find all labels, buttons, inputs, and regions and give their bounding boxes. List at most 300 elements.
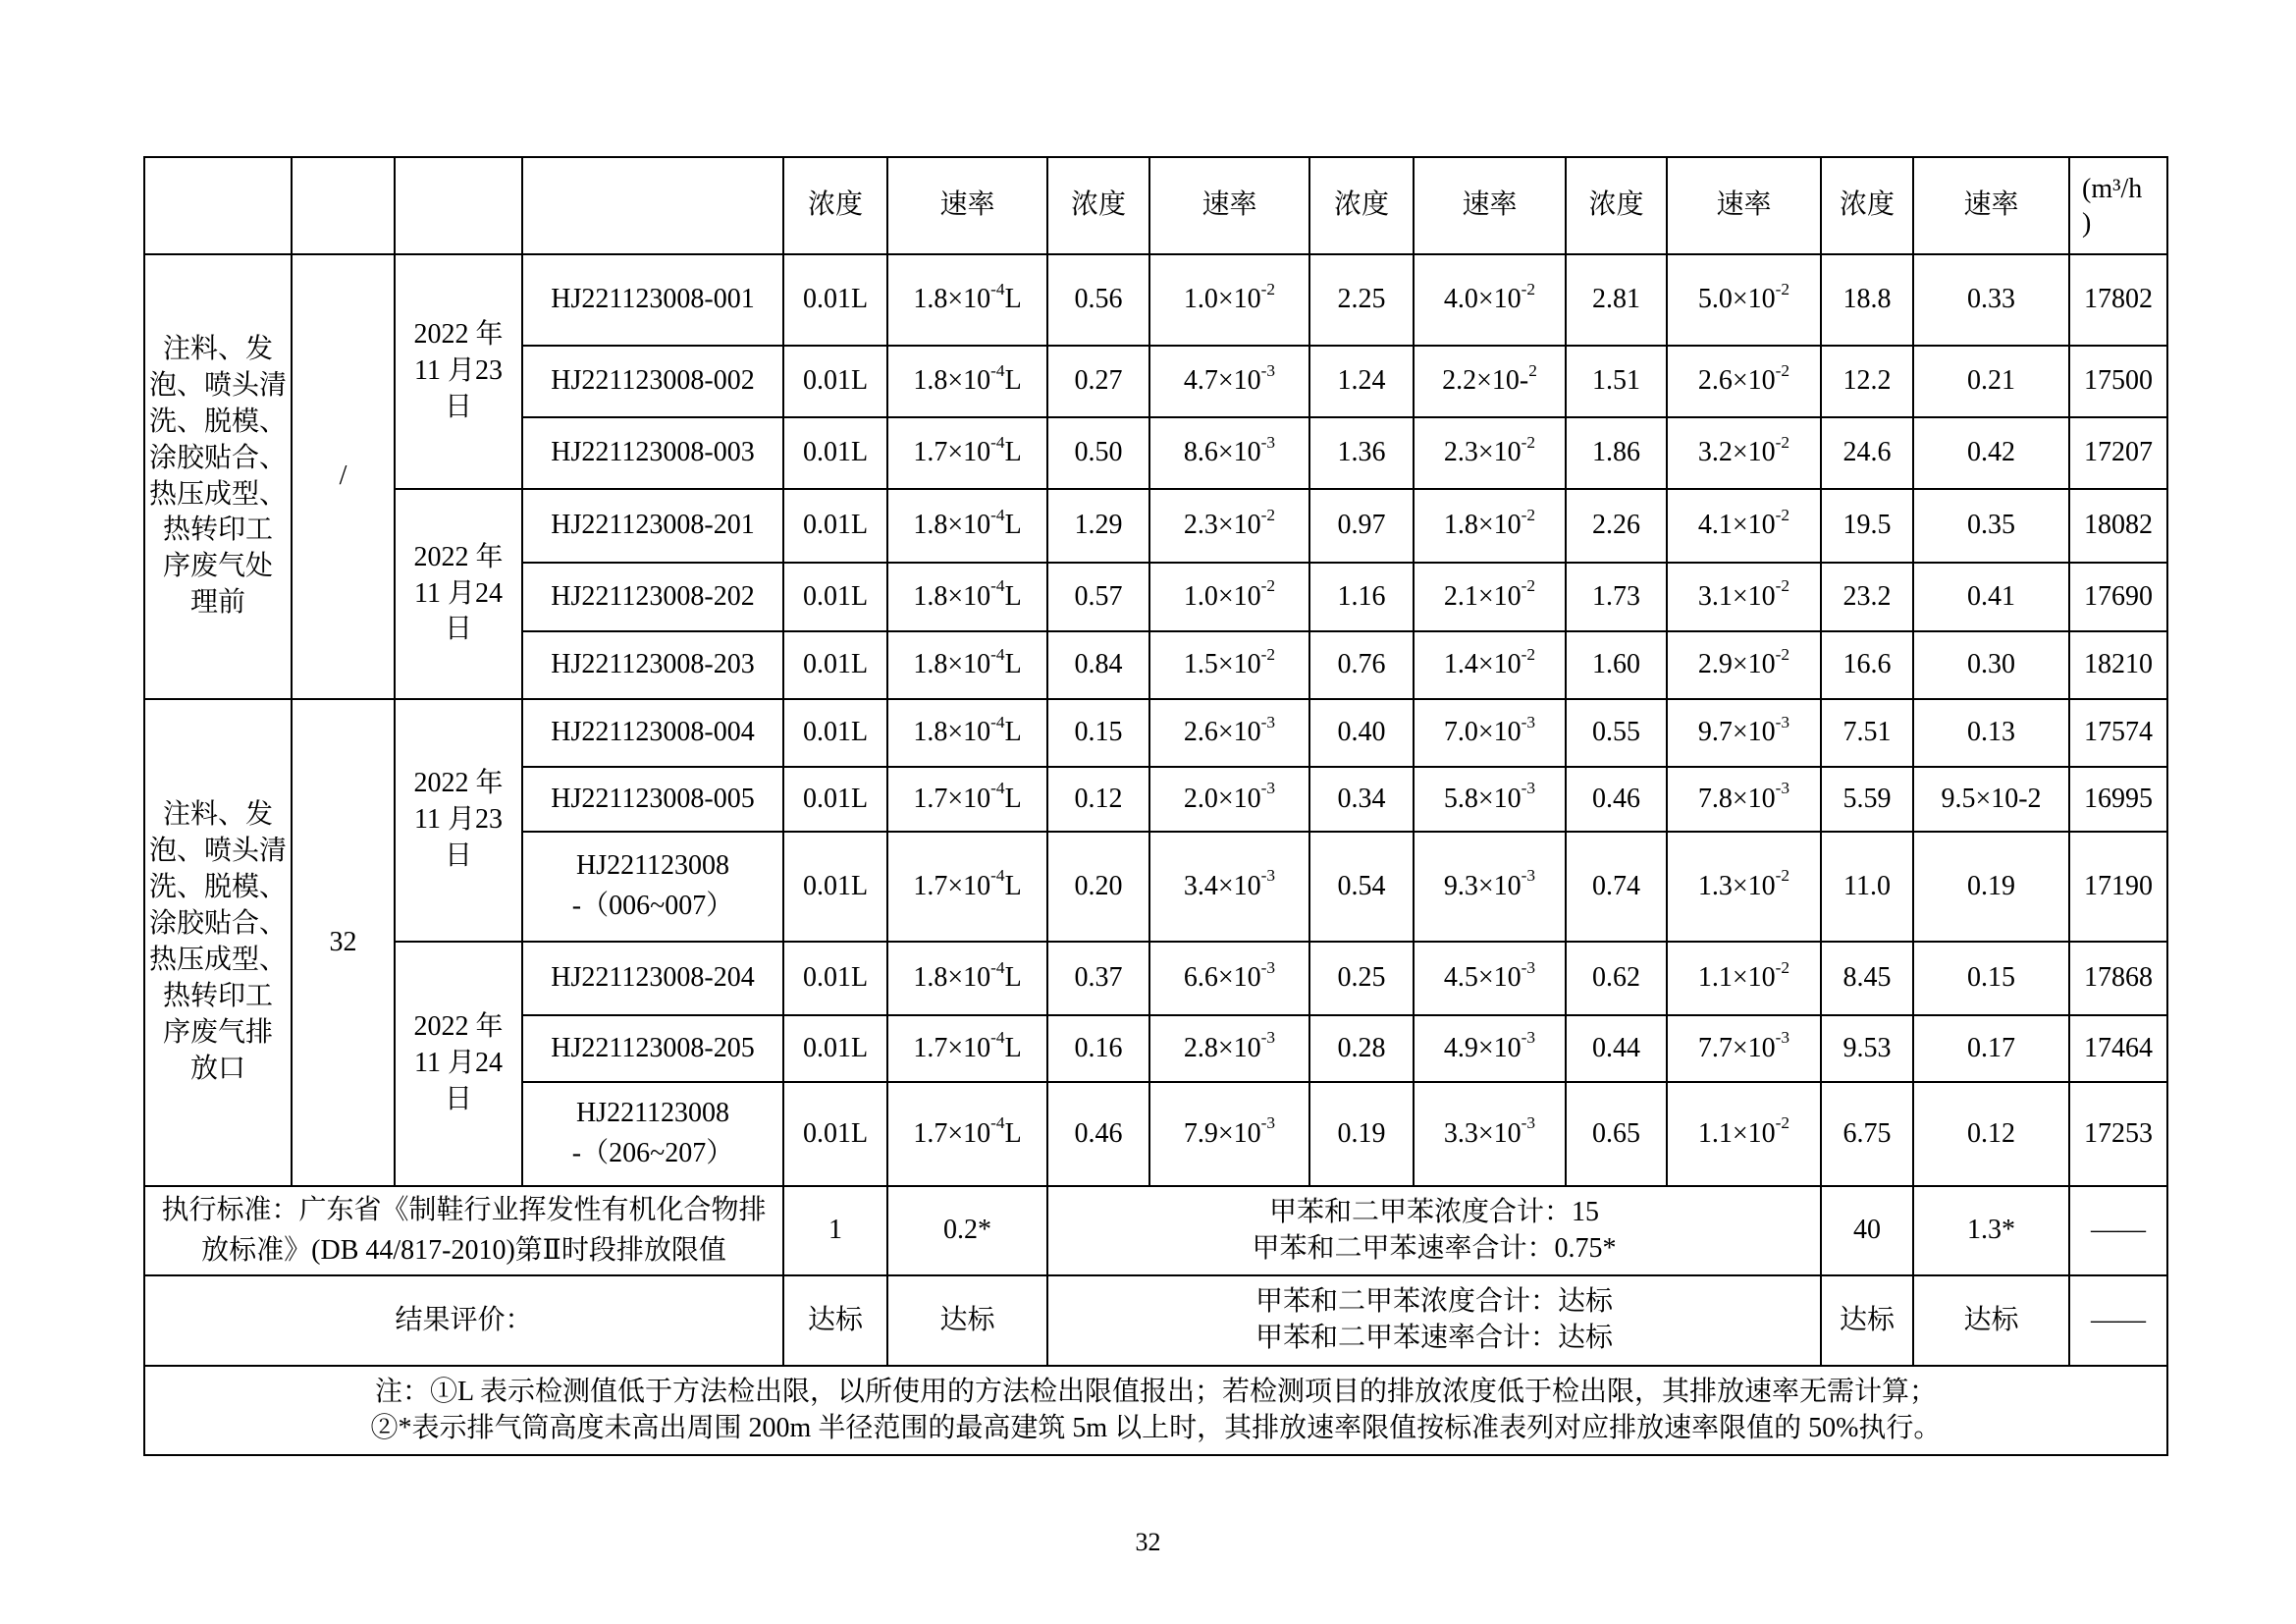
- flow-cell: 17868: [2069, 942, 2167, 1015]
- rate-mantissa: 0.41: [1967, 580, 2015, 612]
- rate-exponent: -4: [990, 866, 1005, 886]
- location-line: 注料、发: [162, 333, 273, 364]
- rate-mantissa: 2.9×10: [1697, 649, 1776, 680]
- rate-cell: [887, 942, 1047, 1015]
- rate-cell: [1149, 942, 1309, 1015]
- rate-exponent: -3: [1521, 779, 1536, 798]
- rate-cell: [1149, 346, 1309, 417]
- sampling-date-cell: [395, 942, 522, 1186]
- rate-mantissa: 3.4×10: [1183, 870, 1261, 901]
- rate-cell: [1149, 832, 1309, 942]
- rate-exponent: -3: [1521, 1028, 1536, 1048]
- flow-cell: 18082: [2069, 489, 2167, 563]
- concentration-cell: 0.01L: [783, 417, 887, 489]
- rate-cell: [1149, 254, 1309, 346]
- rate-exponent: -2: [1521, 644, 1536, 664]
- concentration-cell: 1.86: [1566, 417, 1667, 489]
- stack-height-cell: /: [292, 254, 395, 699]
- flow-cell: 17802: [2069, 254, 2167, 346]
- sample-id-cell: HJ221123008-004: [522, 699, 783, 767]
- concentration-cell: 1.24: [1309, 346, 1414, 417]
- concentration-cell: 0.01L: [783, 942, 887, 1015]
- rate-mantissa: 0.42: [1967, 437, 2015, 468]
- header-concentration: 浓度: [1821, 157, 1913, 254]
- rate-cell: [1913, 767, 2069, 832]
- sample-id-cell: HJ221123008-203: [522, 631, 783, 699]
- concentration-cell: 0.76: [1309, 631, 1414, 699]
- sample-id-line: -（006~007）: [571, 891, 734, 921]
- rate-exponent: -2: [1521, 432, 1536, 452]
- sampling-location-cell: [144, 254, 292, 699]
- rate-mantissa: 1.3×10: [1697, 870, 1776, 901]
- concentration-cell: 5.59: [1821, 767, 1913, 832]
- header-rate: 速率: [1667, 157, 1821, 254]
- header-cell-blank: [144, 157, 292, 254]
- rate-mantissa: 2.3×10: [1183, 510, 1261, 541]
- rate-mantissa: 9.3×10: [1443, 870, 1522, 901]
- concentration-cell: 0.12: [1047, 767, 1149, 832]
- date-line: 2022 年: [413, 319, 504, 351]
- sample-id-cell: HJ221123008-001: [522, 254, 783, 346]
- rate-exponent: -2: [1775, 360, 1790, 380]
- rate-mantissa: 0.33: [1967, 284, 2015, 315]
- concentration-cell: 6.75: [1821, 1082, 1913, 1186]
- concentration-cell: 0.54: [1309, 832, 1414, 942]
- rate-cell: [1414, 767, 1566, 832]
- rate-mantissa: 4.5×10: [1443, 962, 1522, 994]
- concentration-cell: 0.15: [1047, 699, 1149, 767]
- rate-exponent: -2: [1521, 279, 1536, 298]
- rate-suffix: L: [1004, 649, 1022, 680]
- table-row: [144, 942, 2167, 1015]
- rate-exponent: -2: [1775, 644, 1790, 664]
- rate-cell: [1913, 832, 2069, 942]
- rate-exponent: -3: [1260, 712, 1276, 731]
- location-line: 热压成型、: [149, 945, 288, 975]
- table-footer: [144, 1186, 2167, 1455]
- page-number: 32: [1135, 1528, 1161, 1556]
- sample-id-cell: HJ221123008-204: [522, 942, 783, 1015]
- header-cell-blank: [395, 157, 522, 254]
- concentration-cell: 0.97: [1309, 489, 1414, 563]
- location-line: 理前: [189, 587, 245, 619]
- flow-cell: 17574: [2069, 699, 2167, 767]
- rate-mantissa: 1.7×10: [913, 870, 991, 901]
- rate-mantissa: 9.7×10: [1697, 717, 1776, 748]
- rate-exponent: 2: [1528, 360, 1537, 380]
- rate-cell: [887, 1015, 1047, 1082]
- location-line: 序废气处: [162, 551, 273, 582]
- rate-mantissa: 7.7×10: [1697, 1032, 1776, 1063]
- concentration-cell: 0.19: [1309, 1082, 1414, 1186]
- rate-mantissa: 0.17: [1967, 1032, 2015, 1063]
- rate-mantissa: 1.8×10: [913, 717, 991, 748]
- rate-exponent: -3: [1775, 712, 1790, 731]
- rate-mantissa: 7.9×10: [1183, 1117, 1261, 1149]
- rate-mantissa: 2.6×10: [1697, 365, 1776, 397]
- rate-mantissa: 4.1×10: [1697, 510, 1776, 541]
- rate-mantissa: 0.15: [1967, 962, 2015, 994]
- rate-mantissa: 8.6×10: [1183, 437, 1261, 468]
- rate-mantissa: 0.21: [1967, 365, 2015, 397]
- date-line: 2022 年: [413, 768, 504, 799]
- header-concentration: 浓度: [1309, 157, 1414, 254]
- header-concentration: 浓度: [1566, 157, 1667, 254]
- rate-cell: [1414, 699, 1566, 767]
- rate-exponent: -2: [1775, 279, 1790, 298]
- rate-exponent: -3: [1260, 432, 1276, 452]
- rate-suffix: L: [1004, 962, 1022, 994]
- rate-mantissa: 0.35: [1967, 510, 2015, 541]
- rate-mantissa: 2.0×10: [1183, 783, 1261, 814]
- rate-cell: [1913, 631, 2069, 699]
- rate-mantissa: 3.1×10: [1697, 580, 1776, 612]
- evaluation-row: [144, 1275, 2167, 1366]
- sample-id-line: HJ221123008: [575, 850, 730, 882]
- rate-suffix: L: [1004, 284, 1022, 315]
- rate-cell: [1667, 254, 1821, 346]
- note-line-2: ②*表示排气筒高度未高出周围 200m 半径范围的最高建筑 5m 以上时，其排放速率限值按标准表列对应排放速率限值的 50%执行。: [370, 1412, 1942, 1443]
- rate-exponent: -3: [1775, 1028, 1790, 1048]
- rate-suffix: L: [1004, 1032, 1022, 1063]
- date-line: 2022 年: [413, 1011, 504, 1043]
- concentration-cell: 1.73: [1566, 563, 1667, 631]
- header-rate: 速率: [887, 157, 1047, 254]
- rate-exponent: -3: [1260, 1028, 1276, 1048]
- flow-cell: 17253: [2069, 1082, 2167, 1186]
- sampling-date-cell: [395, 489, 522, 699]
- rate-exponent: -3: [1521, 957, 1536, 977]
- flow-cell: 18210: [2069, 631, 2167, 699]
- rate-exponent: -3: [1260, 866, 1276, 886]
- concentration-cell: 16.6: [1821, 631, 1913, 699]
- evaluation-rate-result: 达标: [887, 1275, 1047, 1366]
- rate-cell: [1149, 1082, 1309, 1186]
- rate-mantissa: 1.7×10: [913, 783, 991, 814]
- concentration-cell: 0.44: [1566, 1015, 1667, 1082]
- concentration-cell: 0.28: [1309, 1015, 1414, 1082]
- rate-cell: [1667, 346, 1821, 417]
- date-line: 日: [444, 614, 472, 645]
- concentration-cell: 0.16: [1047, 1015, 1149, 1082]
- rate-exponent: -4: [990, 1028, 1005, 1048]
- concentration-cell: 0.56: [1047, 254, 1149, 346]
- rate-exponent: -3: [1260, 360, 1276, 380]
- rate-cell: [887, 346, 1047, 417]
- sample-id-cell: [522, 1082, 783, 1186]
- rate-exponent: -2: [1775, 866, 1790, 886]
- flow-cell: 17690: [2069, 563, 2167, 631]
- header-concentration: 浓度: [1047, 157, 1149, 254]
- rate-mantissa: 7.8×10: [1697, 783, 1776, 814]
- rate-mantissa: 1.7×10: [913, 1117, 991, 1149]
- rate-cell: [1149, 563, 1309, 631]
- concentration-cell: 24.6: [1821, 417, 1913, 489]
- concentration-cell: 11.0: [1821, 832, 1913, 942]
- concentration-cell: 0.01L: [783, 631, 887, 699]
- date-line: 11 月24: [414, 577, 503, 609]
- rate-suffix: L: [1004, 870, 1022, 901]
- evaluation-toluene-xylene-conc: 甲苯和二甲苯浓度合计：达标: [1255, 1286, 1613, 1318]
- rate-cell: [1913, 563, 2069, 631]
- concentration-cell: 0.25: [1309, 942, 1414, 1015]
- rate-mantissa: 4.0×10: [1443, 284, 1522, 315]
- sample-id-cell: HJ221123008-202: [522, 563, 783, 631]
- concentration-cell: 0.40: [1309, 699, 1414, 767]
- location-line: 涂胶贴合、: [149, 442, 288, 473]
- header-row: [144, 157, 2167, 254]
- standard-voc-conc-limit: 40: [1821, 1186, 1913, 1275]
- rate-exponent: -3: [1521, 866, 1536, 886]
- rate-mantissa: 1.8×10: [1443, 510, 1522, 541]
- rate-exponent: -2: [1260, 279, 1276, 298]
- rate-cell: [1913, 942, 2069, 1015]
- rate-exponent: -2: [1521, 505, 1536, 524]
- rate-suffix: L: [1004, 365, 1022, 397]
- rate-exponent: -2: [1775, 576, 1790, 596]
- rate-cell: [1667, 767, 1821, 832]
- rate-suffix: L: [1004, 510, 1022, 541]
- rate-cell: [1667, 1015, 1821, 1082]
- concentration-cell: 0.74: [1566, 832, 1667, 942]
- flow-cell: 17207: [2069, 417, 2167, 489]
- concentration-cell: 19.5: [1821, 489, 1913, 563]
- rate-exponent: -3: [1521, 712, 1536, 731]
- rate-mantissa: 1.4×10: [1443, 649, 1522, 680]
- rate-mantissa: 1.0×10: [1183, 580, 1261, 612]
- rate-mantissa: 4.9×10: [1443, 1032, 1522, 1063]
- rate-exponent: -4: [990, 779, 1005, 798]
- rate-exponent: -4: [990, 712, 1005, 731]
- sample-id-line: HJ221123008: [575, 1098, 730, 1129]
- rate-cell: [887, 699, 1047, 767]
- rate-mantissa: 0.12: [1967, 1117, 2015, 1149]
- flow-cell: 17500: [2069, 346, 2167, 417]
- concentration-cell: 23.2: [1821, 563, 1913, 631]
- evaluation-label: 结果评价：: [144, 1275, 783, 1366]
- header-rate: 速率: [1149, 157, 1309, 254]
- date-line: 日: [444, 391, 472, 422]
- table-row: [144, 699, 2167, 767]
- rate-exponent: -3: [1260, 1113, 1276, 1133]
- location-line: 注料、发: [162, 799, 273, 831]
- flow-unit-line1: (m³/h: [2082, 173, 2143, 204]
- rate-mantissa: 0.30: [1967, 649, 2015, 680]
- sampling-date-cell: [395, 254, 522, 489]
- rate-mantissa: 2.1×10: [1443, 580, 1522, 612]
- concentration-cell: 12.2: [1821, 346, 1913, 417]
- rate-mantissa: 9.5×10-2: [1941, 783, 2042, 814]
- location-line: 热压成型、: [149, 478, 288, 510]
- concentration-cell: 9.53: [1821, 1015, 1913, 1082]
- rate-cell: [1667, 832, 1821, 942]
- rate-mantissa: 0.13: [1967, 717, 2015, 748]
- concentration-cell: 2.81: [1566, 254, 1667, 346]
- evaluation-conc-result: 达标: [783, 1275, 887, 1366]
- rate-cell: [1414, 631, 1566, 699]
- concentration-cell: 8.45: [1821, 942, 1913, 1015]
- concentration-cell: 18.8: [1821, 254, 1913, 346]
- rate-exponent: -2: [1260, 644, 1276, 664]
- header-rate: 速率: [1913, 157, 2069, 254]
- concentration-cell: 0.01L: [783, 489, 887, 563]
- concentration-cell: 0.01L: [783, 254, 887, 346]
- table-row: [144, 254, 2167, 346]
- rate-exponent: -4: [990, 432, 1005, 452]
- rate-mantissa: 4.7×10: [1183, 365, 1261, 397]
- rate-suffix: L: [1004, 717, 1022, 748]
- rate-cell: [1414, 254, 1566, 346]
- standard-toluene-xylene-rate: 甲苯和二甲苯速率合计：0.75*: [1252, 1232, 1617, 1264]
- notes-cell: [144, 1366, 2167, 1455]
- concentration-cell: 0.34: [1309, 767, 1414, 832]
- rate-mantissa: 5.0×10: [1697, 284, 1776, 315]
- rate-cell: [1667, 563, 1821, 631]
- sample-id-cell: HJ221123008-201: [522, 489, 783, 563]
- location-line: 放口: [189, 1053, 245, 1084]
- concentration-cell: 0.37: [1047, 942, 1149, 1015]
- date-line: 2022 年: [413, 541, 504, 572]
- rate-cell: [887, 489, 1047, 563]
- rate-cell: [1667, 631, 1821, 699]
- rate-mantissa: 1.8×10: [913, 962, 991, 994]
- rate-cell: [1414, 346, 1566, 417]
- rate-cell: [1149, 417, 1309, 489]
- rate-exponent: -3: [1775, 779, 1790, 798]
- rate-exponent: -3: [1260, 779, 1276, 798]
- rate-mantissa: 1.8×10: [913, 284, 991, 315]
- rate-mantissa: 1.0×10: [1183, 284, 1261, 315]
- rate-exponent: -2: [1260, 505, 1276, 524]
- rate-cell: [1667, 417, 1821, 489]
- date-line: 11 月23: [414, 804, 503, 836]
- rate-cell: [1913, 254, 2069, 346]
- header-cell-blank: [522, 157, 783, 254]
- rate-cell: [1414, 417, 1566, 489]
- concentration-cell: 2.25: [1309, 254, 1414, 346]
- standard-voc-rate-limit: 1.3*: [1913, 1186, 2069, 1275]
- concentration-cell: 1.60: [1566, 631, 1667, 699]
- rate-mantissa: 1.8×10: [913, 510, 991, 541]
- rate-mantissa: 1.8×10: [913, 649, 991, 680]
- rate-exponent: -2: [1775, 505, 1790, 524]
- concentration-cell: 0.46: [1566, 767, 1667, 832]
- rate-cell: [887, 832, 1047, 942]
- rate-exponent: -4: [990, 279, 1005, 298]
- concentration-cell: 0.50: [1047, 417, 1149, 489]
- location-line: 泡、喷头清: [149, 369, 288, 401]
- stack-height-cell: 32: [292, 699, 395, 1186]
- standard-flow-limit: ——: [2069, 1186, 2167, 1275]
- rate-exponent: -2: [1775, 1113, 1790, 1133]
- rate-cell: [1414, 1082, 1566, 1186]
- rate-cell: [1414, 489, 1566, 563]
- location-line: 序废气排: [162, 1016, 273, 1048]
- rate-cell: [1667, 489, 1821, 563]
- rate-cell: [1414, 942, 1566, 1015]
- rate-exponent: -2: [1521, 576, 1536, 596]
- rate-cell: [1913, 699, 2069, 767]
- concentration-cell: 2.26: [1566, 489, 1667, 563]
- standard-label: 执行标准：广东省《制鞋行业挥发性有机化合物排放标准》(DB 44/817-2010)第Ⅱ时段排放限值: [144, 1186, 783, 1275]
- rate-suffix: L: [1004, 1117, 1022, 1149]
- rate-cell: [1414, 1015, 1566, 1082]
- rate-cell: [1149, 489, 1309, 563]
- flow-cell: 16995: [2069, 767, 2167, 832]
- rate-mantissa: 2.2×10-: [1442, 365, 1529, 397]
- concentration-cell: 0.65: [1566, 1082, 1667, 1186]
- rate-mantissa: 1.7×10: [913, 437, 991, 468]
- concentration-cell: 0.20: [1047, 832, 1149, 942]
- concentration-cell: 0.01L: [783, 563, 887, 631]
- rate-exponent: -4: [990, 576, 1005, 596]
- rate-cell: [1414, 563, 1566, 631]
- rate-exponent: -2: [1260, 576, 1276, 596]
- sample-id-cell: [522, 832, 783, 942]
- sample-id-cell: HJ221123008-002: [522, 346, 783, 417]
- location-line: 洗、脱模、: [149, 406, 288, 437]
- standard-conc-limit: 1: [783, 1186, 887, 1275]
- rate-cell: [1913, 1015, 2069, 1082]
- evaluation-toluene-xylene: [1047, 1275, 1821, 1366]
- standard-row: [144, 1186, 2167, 1275]
- rate-mantissa: 2.3×10: [1443, 437, 1522, 468]
- evaluation-voc-rate-result: 达标: [1913, 1275, 2069, 1366]
- rate-cell: [1667, 942, 1821, 1015]
- rate-cell: [1667, 1082, 1821, 1186]
- rate-cell: [1149, 1015, 1309, 1082]
- concentration-cell: 0.46: [1047, 1082, 1149, 1186]
- rate-mantissa: 7.0×10: [1443, 717, 1522, 748]
- concentration-cell: 0.01L: [783, 832, 887, 942]
- rate-cell: [1149, 631, 1309, 699]
- table-body: [144, 157, 2167, 1186]
- location-line: 洗、脱模、: [149, 872, 288, 903]
- location-line: 热转印工: [162, 514, 273, 546]
- rate-mantissa: 2.8×10: [1183, 1032, 1261, 1063]
- rate-cell: [1913, 489, 2069, 563]
- concentration-cell: 7.51: [1821, 699, 1913, 767]
- rate-exponent: -3: [1260, 957, 1276, 977]
- date-line: 日: [444, 1083, 472, 1114]
- rate-mantissa: 1.1×10: [1697, 962, 1776, 994]
- concentration-cell: 0.01L: [783, 1082, 887, 1186]
- concentration-cell: 0.01L: [783, 699, 887, 767]
- concentration-cell: 0.01L: [783, 346, 887, 417]
- rate-cell: [887, 631, 1047, 699]
- emission-monitoring-table: [143, 156, 2168, 1456]
- concentration-cell: 0.84: [1047, 631, 1149, 699]
- rate-exponent: -4: [990, 644, 1005, 664]
- rate-cell: [887, 417, 1047, 489]
- rate-mantissa: 0.19: [1967, 870, 2015, 901]
- concentration-cell: 0.62: [1566, 942, 1667, 1015]
- table-row: [144, 489, 2167, 563]
- rate-cell: [1149, 699, 1309, 767]
- note-line-1: 注：①L 表示检测值低于方法检出限，以所使用的方法检出限值报出；若检测项目的排放浓度低于检出限，其排放速率无需计算；: [374, 1376, 1938, 1407]
- rate-suffix: L: [1004, 580, 1022, 612]
- rate-cell: [887, 254, 1047, 346]
- concentration-cell: 1.16: [1309, 563, 1414, 631]
- rate-cell: [887, 767, 1047, 832]
- rate-cell: [1667, 699, 1821, 767]
- date-line: 11 月23: [414, 355, 503, 387]
- rate-mantissa: 1.1×10: [1697, 1117, 1776, 1149]
- date-line: 日: [444, 839, 472, 871]
- standard-rate-limit: 0.2*: [887, 1186, 1047, 1275]
- location-line: 涂胶贴合、: [149, 908, 288, 940]
- date-line: 11 月24: [414, 1048, 503, 1079]
